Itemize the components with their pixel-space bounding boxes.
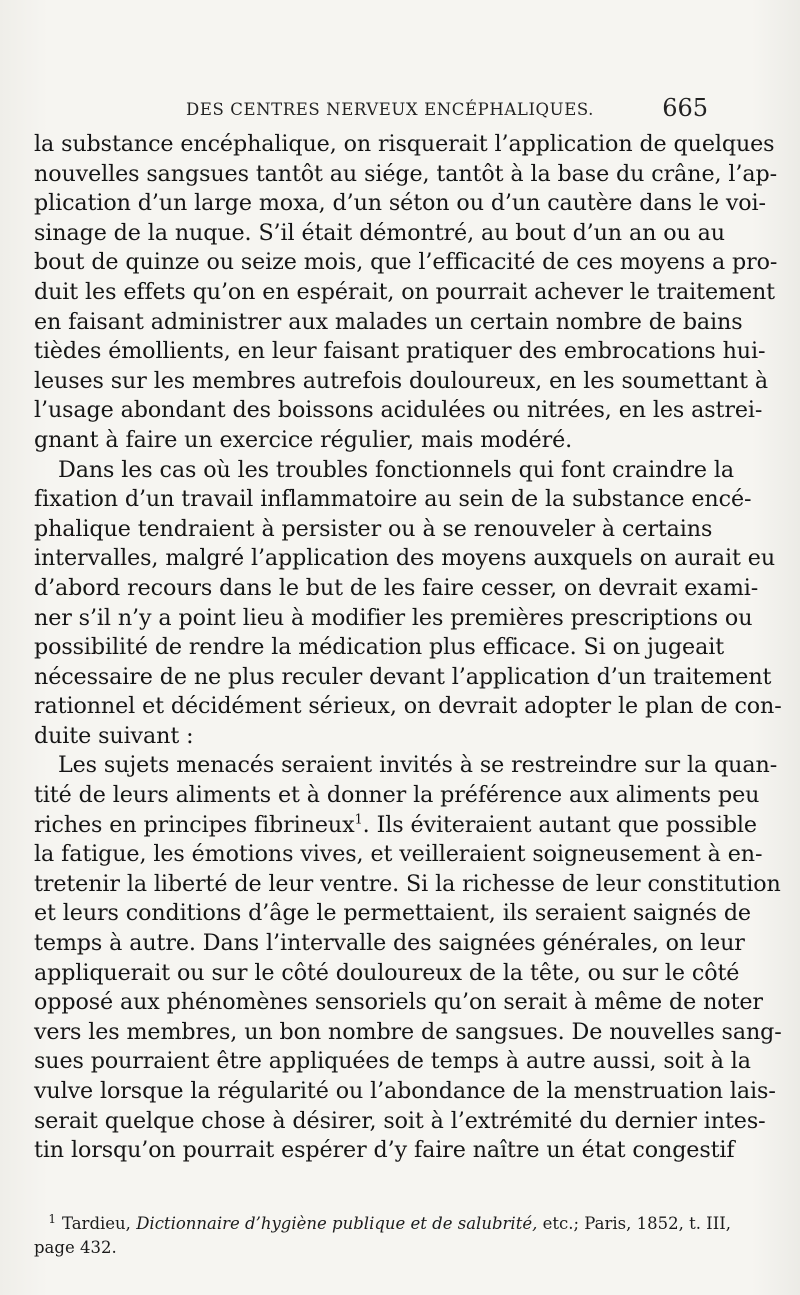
text-line: appliquerait ou sur le côté douloureux de la tête, ou sur le côté [34, 959, 740, 986]
text-line: la substance encéphalique, on risquerait l’application de quelques [34, 131, 775, 157]
text-line: phalique tendraient à persister ou à se renouveler à certains [34, 515, 713, 542]
text-line: tièdes émollients, en leur faisant pratiquer des embrocations hui- [34, 338, 766, 365]
text-line: en faisant administrer aux malades un certain nombre de bains [34, 308, 743, 335]
footnote-author: Tardieu, [62, 1214, 131, 1233]
text-line: rationnel et décidément sérieux, on devrait adopter le plan de con- [34, 693, 782, 720]
text-line: vers les membres, un bon nombre de sangsues. De nouvelles sang- [34, 1018, 782, 1045]
text-line: ner s’il n’y a point lieu à modifier les premières prescriptions ou [34, 604, 753, 631]
text-line: vulve lorsque la régularité ou l’abondance de la menstruation lais- [34, 1078, 776, 1104]
text-line: intervalles, malgré l’application des moyens auxquels on aurait eu [34, 545, 776, 572]
text-line: nouvelles sangsues tantôt au siége, tantôt à la base du crâne, l’ap- [34, 160, 777, 187]
text-line: Les sujets menacés seraient invités à se restreindre sur la quan- [58, 752, 778, 779]
text-line: nécessaire de ne plus reculer devant l’application d’un traitement [34, 663, 772, 690]
page-number: 665 [662, 94, 708, 122]
text-line: plication d’un large moxa, d’un séton ou d’un cautère dans le voi- [34, 190, 766, 217]
text-line: fixation d’un travail inflammatoire au sein de la substance encé- [34, 486, 752, 513]
footnote-details: etc.; Paris, 1852, t. III, [542, 1214, 731, 1233]
paragraph-3 [34, 751, 782, 1165]
footnote-reference[interactable]: 1 [354, 812, 363, 828]
body-text [34, 130, 782, 1166]
text-line: d’abord recours dans le but de les faire cesser, on devrait exami- [34, 574, 759, 601]
text-line-with-footnote [34, 811, 757, 841]
text-line: tretenir la liberté de leur ventre. Si la richesse de leur constitution [34, 870, 781, 897]
text-line: leuses sur les membres autrefois douloureux, en les soumettant à [34, 367, 769, 394]
text-line: gnant à faire un exercice régulier, mais modéré. [34, 426, 573, 453]
text-line: bout de quinze ou seize mois, que l’efficacité de ces moyens a pro- [34, 249, 778, 276]
text-line: sues pourraient être appliquées de temps à autre aussi, soit à la [34, 1048, 751, 1075]
paragraph-1 [34, 130, 778, 456]
text-line: et leurs conditions d’âge le permettaient, ils seraient saignés de [34, 900, 751, 927]
text-line: l’usage abondant des boissons acidulées ou nitrées, en les astrei- [34, 397, 763, 424]
text-segment: riches en principes fibrineux [34, 811, 355, 838]
page-header [34, 94, 708, 124]
footnote [34, 1211, 731, 1260]
footnote-title: Dictionnaire d’hygiène publique et de salubrité, [136, 1214, 538, 1233]
text-line: duite suivant : [34, 722, 194, 749]
text-line: la fatigue, les émotions vives, et veilleraient soigneusement à en- [34, 841, 763, 868]
text-line: opposé aux phénomènes sensoriels qu’on serait à même de noter [34, 989, 763, 1016]
text-line: tité de leurs aliments et à donner la préférence aux aliments peu [34, 782, 760, 809]
text-line: possibilité de rendre la médication plus efficace. Si on jugeait [34, 634, 725, 661]
text-line: sinage de la nuque. S’il était démontré, au bout d’un an ou au [34, 219, 725, 246]
text-line: serait quelque chose à désirer, soit à l’extrémité du dernier intes- [34, 1107, 766, 1134]
running-title: DES CENTRES NERVEUX ENCÉPHALIQUES. [186, 100, 594, 119]
text-line: Dans les cas où les troubles fonctionnels qui font craindre la [58, 456, 735, 483]
footnote-line: 1 Tardieu, Dictionnaire d’hygiène publique et de salubrité, etc.; Paris, 1852, t. III, [48, 1211, 731, 1233]
text-line: temps à autre. Dans l’intervalle des saignées générales, on leur [34, 930, 745, 957]
text-line: tin lorsqu’on pourrait espérer d’y faire naître un état congestif [34, 1137, 735, 1164]
text-line: duit les effets qu’on en espérait, on pourrait achever le traitement [34, 278, 775, 305]
footnote-line: page 432. [34, 1238, 117, 1257]
paragraph-2 [34, 456, 782, 752]
text-segment: . Ils éviteraient autant que possible [362, 811, 757, 838]
